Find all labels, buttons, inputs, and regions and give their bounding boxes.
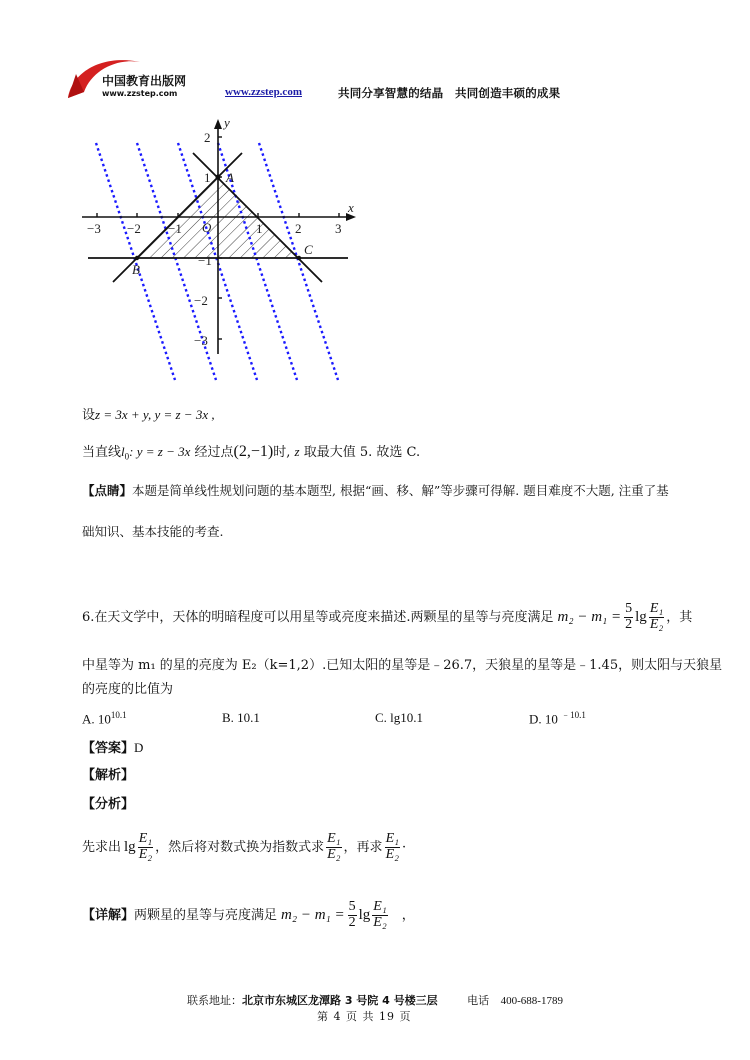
detail-paragraph: 【详解】 两颗星的星等与亮度满足 m₂ − m₁ = $\frac{5}{2}$ lg $\frac{\text{E₁}}{\text{E₂}}$ ， [82,899,415,930]
svg-text:−2: −2 [127,221,141,236]
publisher-logo [62,52,202,102]
svg-text:A: A [226,170,234,185]
svg-text:C: C [304,242,313,257]
fenxi-heading: 【分析】 [82,797,135,812]
svg-text:−1: −1 [168,221,182,236]
svg-text:B: B [132,262,140,277]
fraction-E1-over-E2: $\frac{\text{E₁}}{\text{E₂}}$ [327,831,341,862]
fenxi-paragraph: 先求出 lg $\frac{\text{E₁}}{\text{E₂}}$ ，然后将对数式换为指数式求 $\frac{\text{E₁}}{\text{E₂}}$ ，再求 $\frac{\text{E₁}}{\text{E₂}}$ · [82,831,407,862]
answer-line: 【答案】D [82,740,144,756]
svg-text:y: y [224,115,230,130]
option-b: B. 10.1 [222,710,260,725]
svg-text:1: 1 [204,170,211,185]
solution-line-1: 设z = 3x + y, y = z − 3x , [82,407,215,423]
fraction-5-over-2: $\frac{5}{2}$ [625,601,633,632]
svg-text:3: 3 [335,221,342,236]
question-6-line-1: 6.在天文学中，天体的明暗程度可以用星等或亮度来描述.两颗星的星等与亮度满足 m₂ − m₁ = $\frac{5}{2}$ lg $\frac{\text{E₁}}{\text{E₂}}$ ，其 [82,601,693,632]
svg-text:2: 2 [295,221,302,236]
footer-contact: 联系地址：北京市东城区龙潭路 3 号院 4 号楼三层 电话 400-688-1789 [187,994,563,1007]
footer-phone: 400-688-1789 [500,995,563,1007]
option-c: C. lg10.1 [375,710,424,725]
comment-paragraph-line-2: 础知识、基本技能的考查. [82,524,224,539]
svg-text:1: 1 [256,221,263,236]
analysis-heading: 【解析】 [82,768,135,783]
svg-text:−2: −2 [194,293,208,308]
site-link[interactable]: www.zzstep.com [225,86,302,98]
answer-value: D [134,740,144,755]
svg-text:−3: −3 [87,221,101,236]
footer-address: 北京市东城区龙潭路 3 号院 4 号楼三层 [242,994,438,1007]
fraction-E1-over-E2: $\frac{\text{E₁}}{\text{E₂}}$ [649,601,664,632]
svg-text:O: O [202,220,212,235]
option-a: A. $10^{10.1}$ [82,710,127,727]
logo-text: 中国教育出版网 [102,74,187,88]
comment-paragraph-line-1: 【点睛】本题是简单线性规划问题的基本题型, 根据“画、移、解”等步骤可得解. 题目难度不大题, 注重了基 [82,483,669,498]
fraction-E1-over-E2: $\frac{\text{E₁}}{\text{E₂}}$ [385,831,399,862]
page-number: 第 4 页 共 19 页 [317,1010,412,1023]
coordinate-plot [80,110,370,390]
question-6-line-2: 中星等为 m₁ 的星的亮度为 E₂（k=1,2）.已知太阳的星等是﹣26.7，天狼星的星等是﹣1.45，则太阳与天狼星 [82,658,723,673]
header-slogan: 共同分享智慧的结晶 共同创造丰硕的成果 [338,86,561,100]
option-d: D. 10 $^{﹣10.1}$ [529,710,586,727]
question-6-line-3: 的亮度的比值为 [82,682,174,697]
feasible-region-graph [80,110,370,390]
svg-text:−3: −3 [194,333,208,348]
svg-text:x: x [348,200,354,215]
logo-url: www.zzstep.com [102,89,178,98]
svg-text:−1: −1 [198,253,212,268]
solution-line-2: 当直线$l_0$: y = z − 3x 经过点(2,−1)时, z 取最大值 5. 故选 C. [82,443,421,462]
fraction-E1-over-E2: $\frac{\text{E₁}}{\text{E₂}}$ [373,899,387,930]
svg-text:2: 2 [204,130,211,145]
comment-tag: 【点睛】 [82,483,133,498]
fraction-5-over-2: $\frac{5}{2}$ [348,899,356,930]
fraction-E1-over-E2: $\frac{\text{E₁}}{\text{E₂}}$ [138,831,153,862]
